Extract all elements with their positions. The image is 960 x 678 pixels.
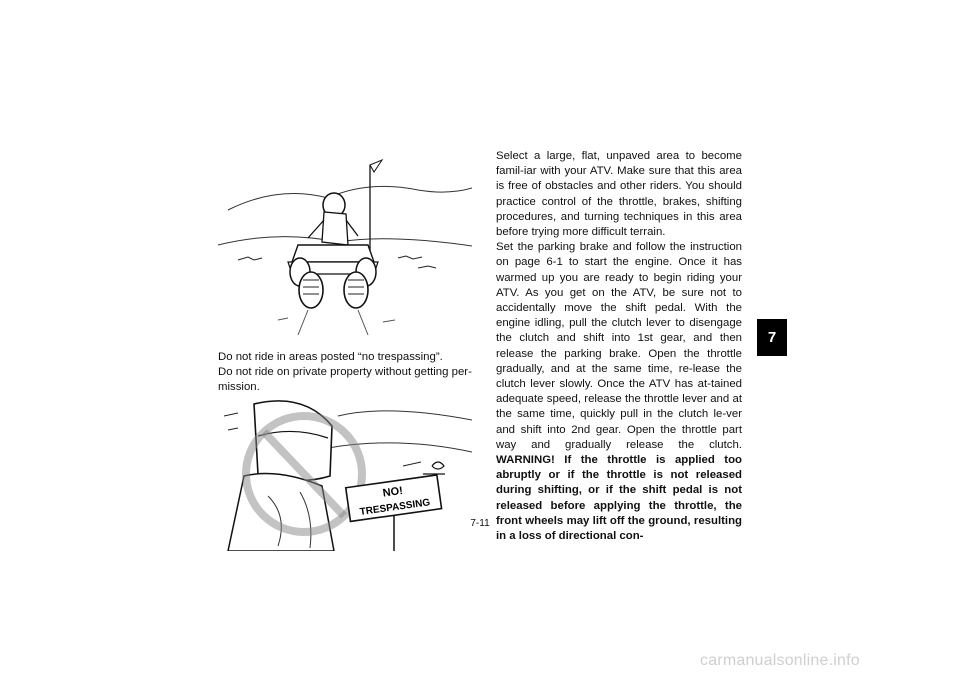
sign-text-trespassing: TRESPASSING bbox=[359, 497, 431, 518]
paragraph-start-riding-text: Set the parking brake and follow the instruction on page 6-1 to start the engine. Once it has warmed up you are ready to begin riding your ATV. As you get on the ATV, be sure not to accidentally move the shift pedal. With the engine idling, pull the clutch lever to disengage the clutch and shift into 1st gear, and then release the parking brake. Open the throttle gradually, and at the same time, re-lease the clutch lever slowly. Once the ATV has at-tained adequate speed, release the throttle lever and at the same time, quickly pull in the clutch le-ver and shift into 2nd gear. Open the throttle part way and gradually release the clutch. bbox=[496, 241, 742, 451]
chapter-tab: 7 bbox=[757, 319, 787, 356]
caption-line: mission. bbox=[218, 381, 260, 393]
caption-line: Do not ride in areas posted “no trespassing”. bbox=[218, 351, 443, 363]
paragraph-practice-area: Select a large, flat, unpaved area to become famil-iar with your ATV. Make sure that this area is free of obstacles and other riders. You should practice control of the throttle, brakes, shifting procedures, and turning techniques in this area before trying more difficult terrain. bbox=[496, 150, 742, 239]
sign-text-no: NO! bbox=[382, 484, 404, 500]
page-number: 7-11 bbox=[470, 518, 490, 529]
watermark-logo: carmanualsonline.info bbox=[700, 652, 860, 669]
paragraph-start-riding bbox=[496, 240, 742, 544]
left-column bbox=[218, 150, 472, 551]
body-text-column bbox=[496, 149, 742, 544]
warning-text: WARNING! If the throttle is applied too abruptly or if the throttle is not released during shifting, or if the shift pedal is not released before applying the throttle, the front wheels may lift off the ground, resulting in a loss of directional con- bbox=[496, 454, 742, 543]
caption-line: Do not ride on private property without getting per- bbox=[218, 366, 472, 378]
atv-rider-illustration bbox=[218, 150, 472, 350]
